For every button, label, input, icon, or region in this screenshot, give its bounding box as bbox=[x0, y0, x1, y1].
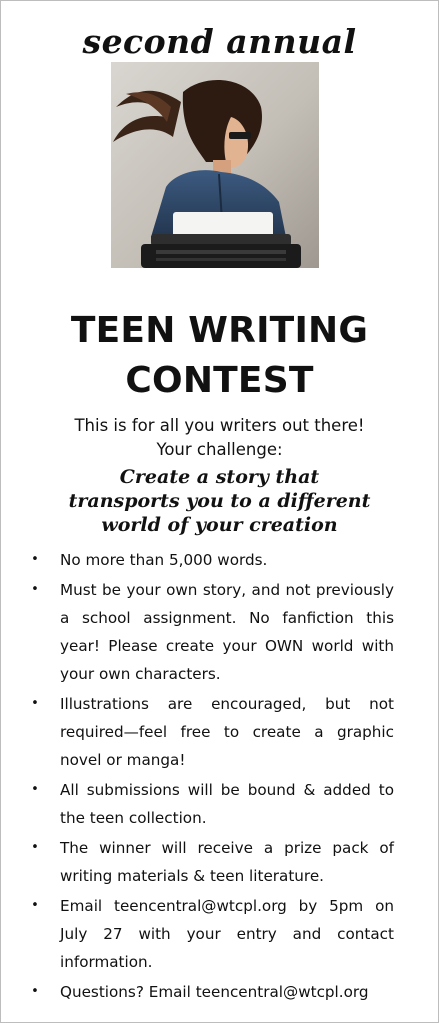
bullet-icon: • bbox=[31, 898, 39, 913]
rule-text: Must be your own story, and not previously a school assignment. No fanfiction this year! Please create your OWN world with your own characters. bbox=[60, 581, 394, 683]
photo-illustration bbox=[111, 62, 319, 268]
rule-text: Email teencentral@wtcpl.org by 5pm on July 27 with your entry and contact information. bbox=[60, 897, 394, 971]
rule-original-work bbox=[28, 576, 394, 688]
rule-text: No more than 5,000 words. bbox=[60, 551, 268, 569]
rule-text: The winner will receive a prize pack of writing materials & teen literature. bbox=[60, 839, 394, 885]
bullet-icon: • bbox=[31, 582, 39, 597]
intro-line-2: Your challenge: bbox=[156, 440, 283, 459]
rule-illustrations bbox=[28, 690, 394, 774]
contest-rules-list bbox=[28, 546, 394, 1008]
contest-title bbox=[0, 306, 439, 406]
rule-questions-email bbox=[28, 978, 394, 1006]
rule-text: Illustrations are encouraged, but not required—feel free to create a graphic novel or manga! bbox=[60, 695, 394, 769]
second-annual-heading: second annual bbox=[82, 22, 357, 61]
title-line-1: TEEN WRITING bbox=[70, 310, 369, 351]
woman-at-typewriter-photo bbox=[111, 62, 319, 268]
rule-bound-collection bbox=[28, 776, 394, 832]
bullet-icon: • bbox=[31, 782, 39, 797]
challenge-line-3: world of your creation bbox=[101, 514, 338, 536]
title-line-2: CONTEST bbox=[125, 360, 314, 401]
rule-prize bbox=[28, 834, 394, 890]
bullet-icon: • bbox=[31, 984, 39, 999]
intro-line-1: This is for all you writers out there! bbox=[74, 416, 365, 435]
challenge-line-1: Create a story that bbox=[119, 466, 320, 488]
rule-submission-email bbox=[28, 892, 394, 976]
bullet-icon: • bbox=[31, 552, 39, 567]
challenge-text bbox=[0, 465, 439, 537]
bullet-icon: • bbox=[31, 696, 39, 711]
challenge-line-2: transports you to a different bbox=[68, 490, 371, 512]
rule-word-limit bbox=[28, 546, 394, 574]
rule-text: Questions? Email teencentral@wtcpl.org bbox=[60, 983, 369, 1001]
bullet-icon: • bbox=[31, 840, 39, 855]
rule-text: All submissions will be bound & added to the teen collection. bbox=[60, 781, 394, 827]
intro-text bbox=[0, 414, 439, 462]
